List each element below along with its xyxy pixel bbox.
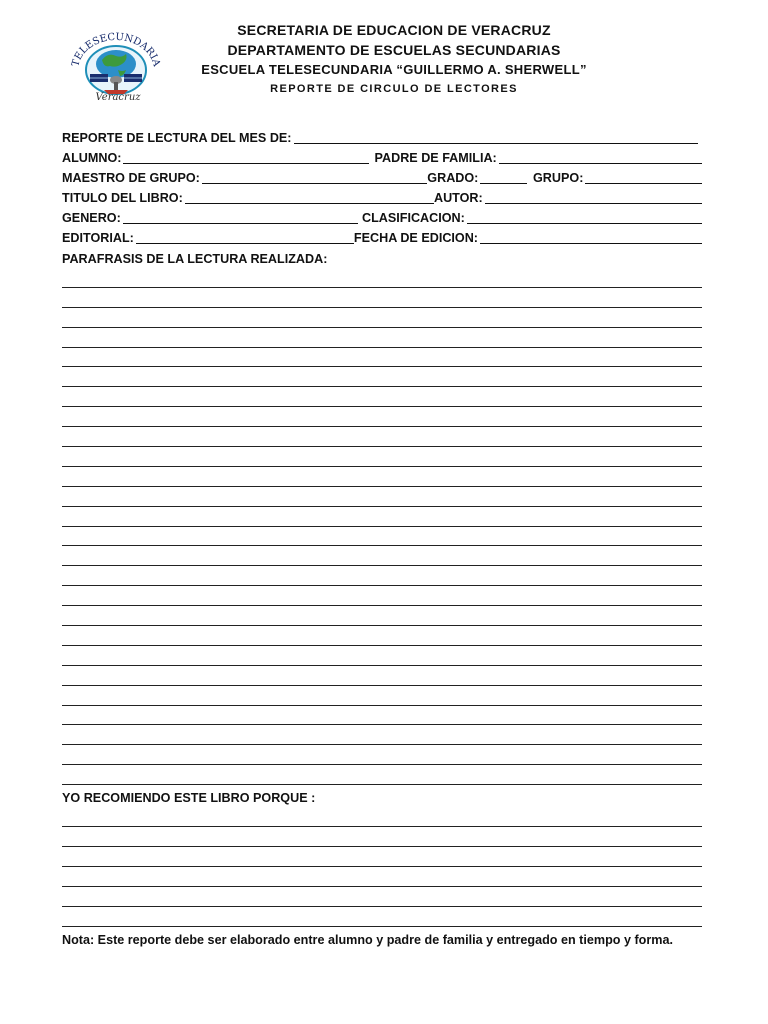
- writing-line[interactable]: [62, 268, 702, 288]
- row-genero: [62, 208, 702, 228]
- header-line-3: ESCUELA TELESECUNDARIA “GUILLERMO A. SHERWELL”: [201, 62, 587, 77]
- autor-label: AUTOR:: [433, 191, 483, 205]
- writing-line[interactable]: [62, 646, 702, 666]
- grado-label: GRADO:: [427, 171, 479, 185]
- writing-line[interactable]: [62, 827, 702, 847]
- padre-field[interactable]: [499, 149, 702, 164]
- writing-line[interactable]: [62, 586, 702, 606]
- writing-line[interactable]: [62, 887, 702, 907]
- maestro-label: MAESTRO DE GRUPO:: [62, 171, 200, 185]
- writing-line[interactable]: [62, 467, 702, 487]
- writing-line[interactable]: [62, 666, 702, 686]
- writing-line[interactable]: [62, 387, 702, 407]
- alumno-field[interactable]: [123, 149, 368, 164]
- footer-note: Nota: Este reporte debe ser elaborado entre alumno y padre de familia y entregado en tiempo y forma.: [62, 932, 673, 947]
- parafrasis-lines[interactable]: [62, 268, 702, 785]
- mes-label: REPORTE DE LECTURA DEL MES DE:: [62, 131, 292, 145]
- writing-line[interactable]: [62, 447, 702, 467]
- row-editorial: [62, 228, 702, 248]
- row-titulo: [62, 188, 702, 208]
- writing-line[interactable]: [62, 308, 702, 328]
- writing-line[interactable]: [62, 407, 702, 427]
- grupo-field[interactable]: [585, 169, 702, 184]
- header-line-4: REPORTE DE CIRCULO DE LECTORES: [270, 83, 518, 95]
- writing-line[interactable]: [62, 566, 702, 586]
- report-form: [62, 128, 702, 949]
- writing-line[interactable]: [62, 867, 702, 887]
- grado-field[interactable]: [480, 169, 527, 184]
- writing-line[interactable]: [62, 745, 702, 765]
- maestro-field[interactable]: [202, 169, 427, 184]
- writing-line[interactable]: [62, 907, 702, 927]
- writing-line[interactable]: [62, 765, 702, 785]
- grupo-label: GRUPO:: [533, 171, 584, 185]
- editorial-field[interactable]: [136, 229, 354, 244]
- header-line-2: DEPARTAMENTO DE ESCUELAS SECUNDARIAS: [227, 42, 561, 58]
- writing-line[interactable]: [62, 427, 702, 447]
- writing-line[interactable]: [62, 367, 702, 387]
- logo-top-text: TELESECUNDARIA: [70, 31, 162, 68]
- parafrasis-label: PARAFRASIS DE LA LECTURA REALIZADA:: [62, 252, 328, 266]
- writing-line[interactable]: [62, 807, 702, 827]
- alumno-label: ALUMNO:: [62, 151, 122, 165]
- writing-line[interactable]: [62, 328, 702, 348]
- mes-field[interactable]: [294, 129, 698, 144]
- padre-label: PADRE DE FAMILIA:: [374, 151, 497, 165]
- titulo-field[interactable]: [185, 189, 434, 204]
- recomiendo-label: YO RECOMIENDO ESTE LIBRO PORQUE :: [62, 791, 316, 806]
- writing-line[interactable]: [62, 288, 702, 308]
- writing-line[interactable]: [62, 626, 702, 646]
- writing-line[interactable]: [62, 348, 702, 368]
- writing-line[interactable]: [62, 686, 702, 706]
- document-header: [150, 20, 638, 98]
- writing-line[interactable]: [62, 527, 702, 547]
- logo-bottom-text: Veracruz: [95, 92, 141, 103]
- fecha-field[interactable]: [480, 229, 702, 244]
- writing-line[interactable]: [62, 847, 702, 867]
- row-mes: [62, 128, 702, 148]
- writing-line[interactable]: [62, 725, 702, 745]
- clasificacion-field[interactable]: [467, 209, 702, 224]
- clasificacion-label: CLASIFICACION:: [361, 211, 465, 225]
- writing-line[interactable]: [62, 706, 702, 726]
- recomiendo-lines[interactable]: [62, 807, 702, 926]
- editorial-label: EDITORIAL:: [62, 231, 134, 245]
- titulo-label: TITULO DEL LIBRO:: [62, 191, 183, 205]
- writing-line[interactable]: [62, 546, 702, 566]
- writing-line[interactable]: [62, 487, 702, 507]
- header-line-1: SECRETARIA DE EDUCACION DE VERACRUZ: [237, 22, 551, 38]
- writing-line[interactable]: [62, 507, 702, 527]
- autor-field[interactable]: [485, 189, 702, 204]
- row-alumno: [62, 148, 702, 168]
- genero-field[interactable]: [123, 209, 358, 224]
- fecha-label: FECHA DE EDICION:: [353, 231, 478, 245]
- genero-label: GENERO:: [62, 211, 121, 225]
- row-maestro: [62, 168, 702, 188]
- writing-line[interactable]: [62, 606, 702, 626]
